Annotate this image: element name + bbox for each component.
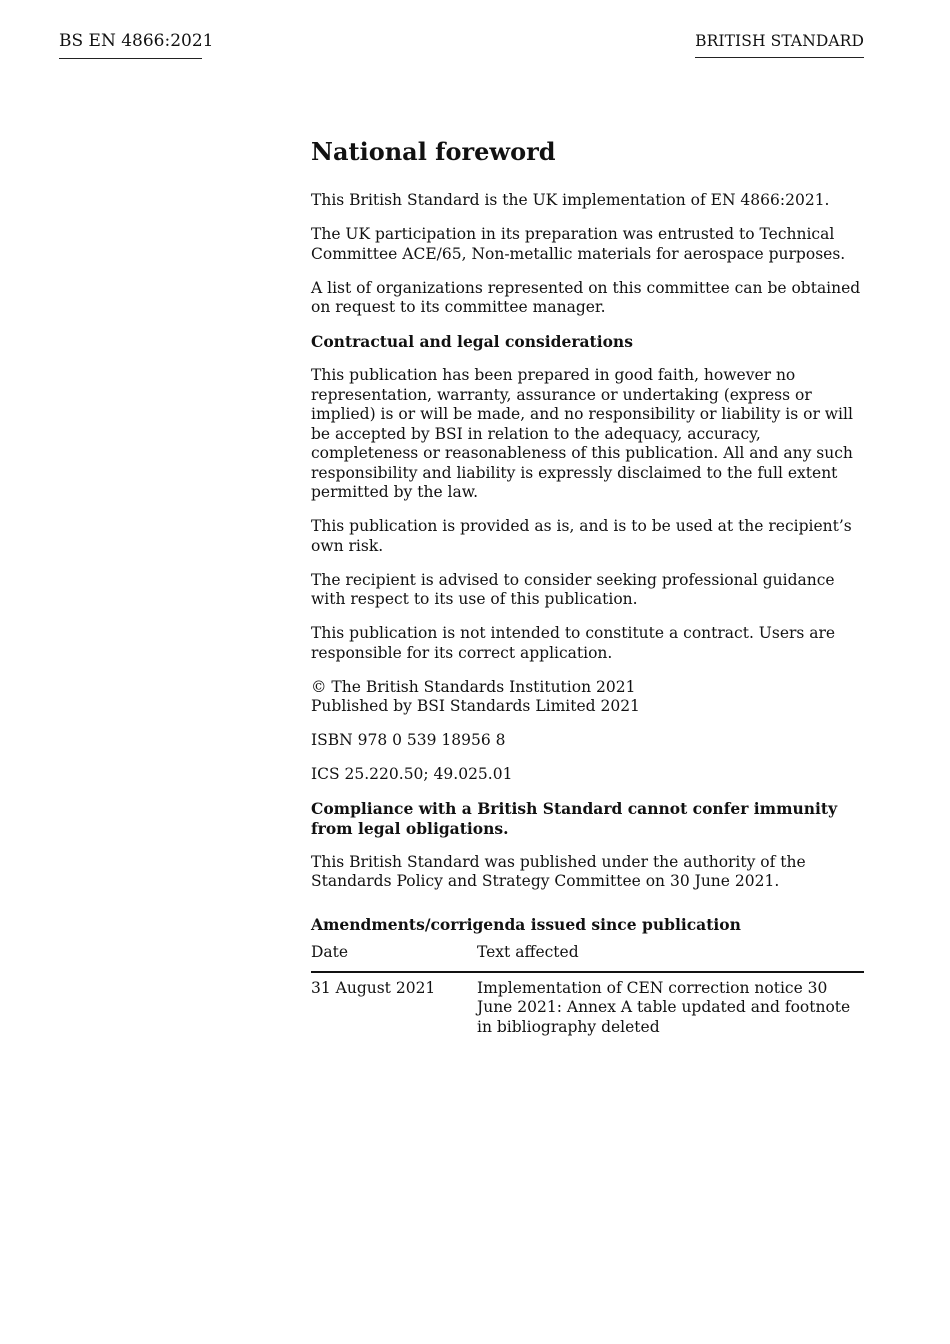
contractual-heading: Contractual and legal considerations xyxy=(311,332,633,351)
header-doc-number: BS EN 4866:2021 xyxy=(59,30,202,59)
intro-paragraph: This British Standard is the UK implementation of EN 4866:2021. xyxy=(311,191,830,209)
good-faith-paragraph: This publication has been prepared in good faith, however no representation, warranty, assurance or undertaking (express or implied) is or will be made, and no responsibility or liability is or will be accepted by BSI in relation to the adequacy, accuracy, completeness or reasonableness of this publication. All and any such responsibility and liability is expressly disclaimed to the full extent permitted by the law. xyxy=(311,366,853,501)
organizations-paragraph: A list of organizations represented on this committee can be obtained on request to its committee manager. xyxy=(311,278,861,316)
ics: ICS 25.220.50; 49.025.01 xyxy=(311,765,513,783)
isbn: ISBN 978 0 539 18956 8 xyxy=(311,731,506,749)
copyright-line: © The British Standards Institution 2021 xyxy=(311,677,636,696)
amendments-title: Amendments/corrigenda issued since publication xyxy=(311,914,741,934)
column-header-date: Date xyxy=(311,943,477,972)
publisher-line: Published by BSI Standards Limited 2021 xyxy=(311,697,640,715)
contract-paragraph: This publication is not intended to constitute a contract. Users are responsible for its correct application. xyxy=(311,624,836,662)
column-header-text-affected: Text affected xyxy=(477,943,864,972)
page-title: National foreword xyxy=(311,137,556,166)
compliance-notice: Compliance with a British Standard cannot confer immunity from legal obligations. xyxy=(311,799,838,838)
amendment-date: 31 August 2021 xyxy=(311,978,436,997)
amendment-text: Implementation of CEN correction notice 30 June 2021: Annex A table updated and footnote in bibliography deleted xyxy=(477,978,851,1036)
risk-paragraph: This publication is provided as is, and is to be used at the recipient’s own risk. xyxy=(311,517,852,555)
copyright-block xyxy=(311,678,864,717)
authority-paragraph: This British Standard was published under the authority of the Standards Policy and Strategy Committee on 30 June 2021. xyxy=(311,852,806,890)
committee-paragraph: The UK participation in its preparation was entrusted to Technical Committee ACE/65, Non-metallic materials for aerospace purposes. xyxy=(311,225,846,263)
amendments-table xyxy=(311,943,864,1037)
national-foreword-section xyxy=(311,136,864,1037)
table-header-row xyxy=(311,943,864,972)
header-category: BRITISH STANDARD xyxy=(695,31,864,58)
guidance-paragraph: The recipient is advised to consider seeking professional guidance with respect to its use of this publication. xyxy=(311,570,835,608)
table-row xyxy=(311,972,864,1038)
